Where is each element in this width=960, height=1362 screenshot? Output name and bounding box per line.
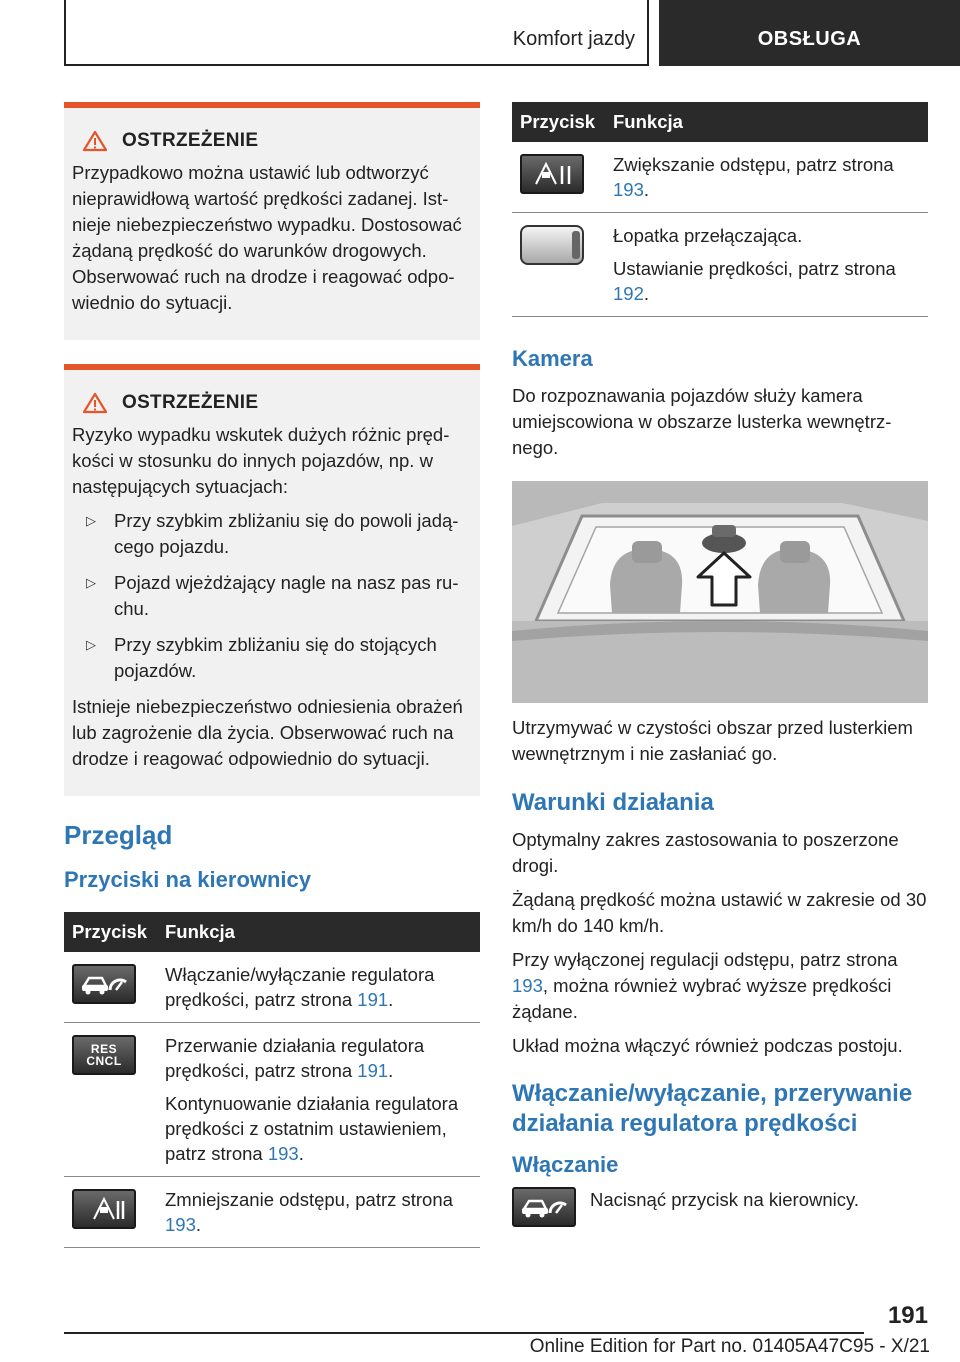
column-header-button: Przycisk xyxy=(64,912,159,952)
function-text: Zmniejszanie odstępu, patrz strona 193. xyxy=(165,1189,453,1235)
page-number: 191 xyxy=(887,1302,928,1329)
warning-triangle-icon xyxy=(82,392,108,414)
steering-buttons-heading: Przyciski na kierownicy xyxy=(64,867,312,892)
page-link[interactable]: 192 xyxy=(613,283,644,304)
footer-divider xyxy=(64,1332,864,1334)
distance-increase-icon xyxy=(528,160,576,188)
triangle-bullet-icon: ▷ xyxy=(86,513,96,528)
speedometer-car-icon xyxy=(80,970,128,998)
page-link[interactable]: 191 xyxy=(357,989,389,1010)
buttons-table-left xyxy=(64,912,480,1248)
switch-on-heading: Włączanie xyxy=(512,1152,619,1177)
conditions-heading: Warunki działania xyxy=(512,789,714,816)
column-header-function: Funkcja xyxy=(607,102,928,142)
edition-text: Online Edition for Part no. 01405A47C95 - X/21 xyxy=(529,1336,930,1357)
conditions-text-4: Układ można włączyć również podczas postoju. xyxy=(512,1035,903,1056)
page-header xyxy=(0,0,960,66)
column-header-button: Przycisk xyxy=(512,102,607,142)
warning-title-text: OSTRZEŻENIE xyxy=(122,130,259,151)
conditions-text-2: Żądaną prędkość można ustawić w zakresie od 30 km/h do 140 km/h. xyxy=(512,889,927,936)
camera-photo xyxy=(512,481,928,703)
warning-outro: Istnieje niebezpieczeństwo odniesienia obrażeń lub zagrożenie dla życia. Obserwować ruch na drodze i reagować odpowiednio do sytuacji. xyxy=(72,696,463,769)
warning-text: Przypadkowo można ustawić lub odtworzyć nieprawidłową wartość prędkości zadanej. Istnieje niebezpieczeństwo wypadku. Dostosować żądaną prędkość do warunków drogowych. Obserwować ruch na drodze i reagować odpowiednio do sytuacji. xyxy=(72,162,462,313)
car-interior-illustration xyxy=(512,481,928,703)
cruise-control-button xyxy=(512,1187,576,1227)
warning-list xyxy=(72,508,472,684)
warning-box-1 xyxy=(64,102,480,340)
switch-on-row xyxy=(512,1187,928,1227)
warning-title xyxy=(72,392,472,414)
list-item: ▷ Przy szybkim zbliżaniu się do stojących pojazdów. xyxy=(86,634,437,681)
table-row xyxy=(64,1177,480,1248)
page-link[interactable]: 193 xyxy=(613,179,644,200)
speedometer-car-icon xyxy=(520,1193,568,1221)
right-column xyxy=(512,102,928,1227)
triangle-bullet-icon: ▷ xyxy=(86,575,96,590)
conditions-text-3: Przy wyłączonej regulacji odstępu, patrz strona 193, można również wybrać wyższe prędkości żądane. xyxy=(512,949,898,1022)
list-item: ▷ Przy szybkim zbliżaniu się do powoli jadącego pojazdu. xyxy=(86,510,459,557)
distance-increase-button xyxy=(520,154,584,194)
function-text: Zwiększanie odstępu, patrz strona 193. xyxy=(613,154,894,200)
camera-text: Do rozpoznawania pojazdów służy kamera umiejscowiona w obszarze lusterka wewnętrznego. xyxy=(512,385,892,458)
function-text: Łopatka przełączająca. xyxy=(613,225,803,246)
left-column xyxy=(64,102,480,1248)
res-cncl-button xyxy=(72,1035,136,1075)
camera-heading: Kamera xyxy=(512,346,593,371)
warning-title xyxy=(72,130,472,152)
warning-intro: Ryzyko wypadku wskutek dużych różnic prędkości w stosunku do innych pojazdów, np. w następujących sytuacjach: xyxy=(72,424,450,497)
table-row xyxy=(64,1023,480,1177)
page-link[interactable]: 191 xyxy=(357,1060,389,1081)
page-link[interactable]: 193 xyxy=(165,1214,196,1235)
camera-note: Utrzymywać w czystości obszar przed lusterkiem wewnętrznym i nie zasłaniać go. xyxy=(512,717,913,764)
table-row xyxy=(512,142,928,213)
distance-decrease-icon xyxy=(80,1195,128,1223)
switch-on-text: Nacisnąć przycisk na kierownicy. xyxy=(590,1189,860,1210)
rocker-switch-icon xyxy=(520,225,584,265)
function-text: Włączanie/wyłączanie regulatora prędkości, patrz strona 191. xyxy=(165,964,435,1010)
page-link[interactable]: 193 xyxy=(267,1143,299,1164)
column-header-function: Funkcja xyxy=(159,912,480,952)
buttons-table-right xyxy=(512,102,928,317)
function-text: Przerwanie działania regulatora prędkości, patrz strona 191. xyxy=(165,1035,425,1081)
warning-triangle-icon xyxy=(82,130,108,152)
triangle-bullet-icon: ▷ xyxy=(86,637,96,652)
res-cncl-label: RES CNCL xyxy=(86,1042,122,1068)
warning-box-2 xyxy=(64,364,480,796)
function-text: Ustawianie prędkości, patrz strona 192. xyxy=(613,258,896,304)
list-item: ▷ Pojazd wjeżdżający nagle na nasz pas ruchu. xyxy=(86,572,459,619)
chapter-tab: OBSŁUGA xyxy=(659,0,960,66)
overview-heading: Przegląd xyxy=(64,820,173,850)
conditions-text-1: Optymalny zakres zastosowania to poszerzone drogi. xyxy=(512,829,899,876)
page-link[interactable]: 193 xyxy=(512,975,543,996)
warning-title-text: OSTRZEŻENIE xyxy=(122,392,259,413)
section-title: Komfort jazdy xyxy=(512,28,635,50)
header-frame xyxy=(64,0,649,66)
distance-decrease-button xyxy=(72,1189,136,1229)
function-text: Kontynuowanie działania regulatora prędkości z ostatnim ustawieniem, patrz strona 193. xyxy=(165,1093,459,1164)
switching-heading: Włączanie/wyłączanie, przerywanie działania regulatora prędkości xyxy=(512,1080,913,1137)
table-row xyxy=(512,213,928,317)
table-row xyxy=(64,952,480,1023)
cruise-control-button xyxy=(72,964,136,1004)
